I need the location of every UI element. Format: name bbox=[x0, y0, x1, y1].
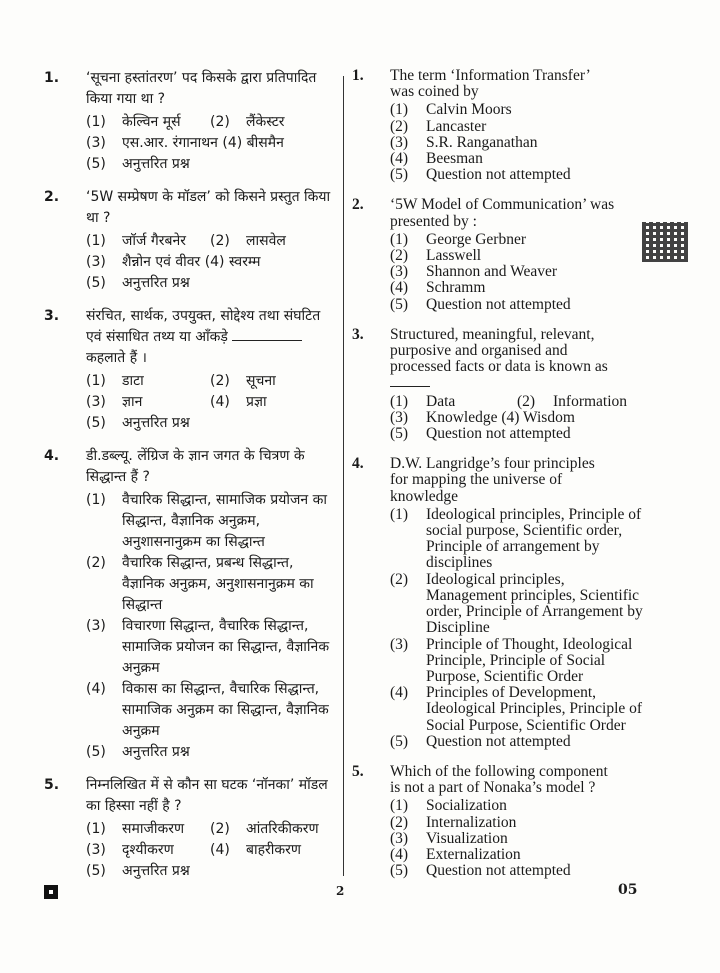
option-number: (5) bbox=[390, 295, 409, 313]
option-text: आंतरिकीकरण bbox=[246, 821, 319, 837]
option-text: समाजीकरण bbox=[122, 821, 185, 837]
option bbox=[390, 815, 516, 831]
option-row bbox=[86, 679, 334, 742]
option-number: (5) bbox=[390, 862, 409, 880]
option-row bbox=[390, 637, 644, 686]
option-number: (3) bbox=[86, 254, 106, 270]
option-text: अनुत्तरित प्रश्न bbox=[122, 415, 190, 431]
question-stem-text: Which of the following component bbox=[390, 762, 608, 780]
option bbox=[86, 392, 210, 413]
question-stem-line bbox=[390, 84, 644, 100]
option bbox=[390, 572, 644, 637]
option-number: (2) bbox=[390, 247, 409, 265]
option-number: (5) bbox=[86, 415, 106, 431]
option-text: Ideological principles, Principle of social purpose, Scientific order, Principle of arrangement by disciplines bbox=[426, 505, 642, 572]
option-row bbox=[390, 394, 644, 410]
option bbox=[390, 410, 575, 426]
question-stem-text: Structured, meaningful, relevant, bbox=[390, 325, 595, 343]
option-text: लैंकेस्टर bbox=[246, 114, 285, 130]
option-row bbox=[390, 280, 644, 296]
option-text: Externalization bbox=[426, 845, 521, 863]
option bbox=[210, 819, 334, 840]
option-row bbox=[86, 861, 334, 882]
question-stem-text: was coined by bbox=[390, 83, 479, 101]
option-number: (3) bbox=[86, 842, 106, 858]
option bbox=[86, 231, 210, 252]
option-row bbox=[86, 840, 334, 861]
question-stem-line bbox=[86, 306, 334, 327]
option-row bbox=[390, 863, 644, 879]
option bbox=[390, 734, 571, 750]
option bbox=[390, 280, 485, 296]
option bbox=[390, 151, 483, 167]
option-number: (5) bbox=[86, 275, 106, 291]
option bbox=[390, 426, 571, 442]
fill-blank bbox=[232, 340, 302, 341]
option bbox=[390, 135, 538, 151]
question-stem-text: purposive and organised and bbox=[390, 342, 568, 360]
option-text: अनुत्तरित प्रश्न bbox=[122, 744, 190, 760]
option-text: Internalization bbox=[426, 813, 517, 831]
question-stem-text: for mapping the universe of bbox=[390, 471, 563, 489]
option-number: (4) bbox=[210, 842, 230, 858]
option bbox=[210, 392, 334, 413]
question-number: 1. bbox=[352, 67, 364, 84]
question-1 bbox=[352, 68, 644, 183]
question-stem-text: किया गया था ? bbox=[86, 91, 166, 107]
option-row bbox=[390, 264, 644, 280]
option-text: सूचना bbox=[246, 373, 276, 389]
option-row bbox=[86, 133, 334, 154]
option-number: (5) bbox=[390, 425, 409, 443]
option-row bbox=[86, 231, 334, 252]
option-number: (5) bbox=[390, 732, 409, 750]
page-number: 2 bbox=[336, 884, 345, 898]
question-stem-text: ‘5W Model of Communication’ was bbox=[390, 196, 615, 214]
option-number: (1) bbox=[390, 797, 409, 815]
option-text: S.R. Ranganathan bbox=[426, 133, 538, 151]
question-stem-text: D.W. Langridge’s four principles bbox=[390, 455, 595, 473]
option-row bbox=[390, 798, 644, 814]
option bbox=[517, 394, 644, 410]
option-number: (1) bbox=[86, 233, 106, 249]
option bbox=[390, 102, 512, 118]
option bbox=[390, 685, 644, 734]
question-5 bbox=[352, 764, 644, 879]
option-row bbox=[390, 151, 644, 167]
option bbox=[210, 112, 334, 133]
option-number: (3) bbox=[390, 829, 409, 847]
option bbox=[390, 119, 486, 135]
english-column bbox=[352, 68, 644, 893]
option-number: (4) bbox=[210, 394, 230, 410]
option-number: (2) bbox=[210, 821, 230, 837]
option-row bbox=[390, 831, 644, 847]
option-number: (1) bbox=[390, 101, 409, 119]
option-row bbox=[86, 413, 334, 434]
option-row bbox=[390, 297, 644, 313]
question-stem-text: ‘सूचना हस्तांतरण’ पद किसके द्वारा प्रतिपादित bbox=[86, 70, 317, 86]
option-row bbox=[390, 135, 644, 151]
question-stem-line bbox=[390, 197, 644, 213]
option-text: ज्ञान bbox=[122, 394, 143, 410]
question-4 bbox=[44, 446, 334, 763]
option-number: (3) bbox=[86, 394, 106, 410]
option-text: विकास का सिद्धान्त, वैचारिक सिद्धान्त, सामाजिक अनुक्रम का सिद्धान्त, वैज्ञानिक अनुक्रम bbox=[122, 681, 329, 739]
option-row bbox=[390, 410, 644, 426]
question-3 bbox=[44, 306, 334, 434]
option-text: लासवेल bbox=[246, 233, 286, 249]
option-text: Schramm bbox=[426, 279, 486, 297]
option-text: Visualization bbox=[426, 829, 508, 847]
option-row bbox=[390, 847, 644, 863]
question-stem-text: सिद्धान्त हैं ? bbox=[86, 469, 150, 485]
question-number: 3. bbox=[44, 308, 60, 324]
option-text: George Gerbner bbox=[426, 230, 526, 248]
option-number: (2) bbox=[390, 813, 409, 831]
option-text: बाहरीकरण bbox=[246, 842, 302, 858]
question-5 bbox=[44, 775, 334, 882]
option-number: (5) bbox=[86, 156, 106, 172]
option-row bbox=[390, 507, 644, 572]
option-text: Beesman bbox=[426, 150, 483, 168]
option bbox=[390, 637, 644, 686]
option-row bbox=[86, 392, 334, 413]
option bbox=[390, 297, 571, 313]
option-number: (2) bbox=[210, 233, 230, 249]
option-row bbox=[86, 742, 334, 763]
question-number: 3. bbox=[352, 325, 364, 343]
option-text: Principles of Development, Ideological Principles, Principle of Social Purpose, Scientific Order bbox=[426, 684, 643, 734]
option-number: (5) bbox=[86, 863, 106, 879]
option-text: Lancaster bbox=[426, 117, 487, 135]
option-text: Principle of Thought, Ideological Principle, Principle of Social Purpose, Scientific Order bbox=[426, 635, 633, 685]
question-stem-line bbox=[390, 343, 644, 359]
option bbox=[390, 248, 481, 264]
option bbox=[390, 798, 507, 814]
option bbox=[390, 847, 521, 863]
option bbox=[86, 112, 210, 133]
question-stem-text: is not a part of Nonaka’s model ? bbox=[390, 779, 596, 797]
question-stem-line bbox=[390, 780, 644, 796]
option-text: Shannon and Weaver bbox=[426, 263, 558, 281]
question-stem-text: कहलाते हैं । bbox=[86, 350, 147, 366]
question-stem-text: presented by : bbox=[390, 212, 477, 230]
question-stem-text: ‘5W सम्प्रेषण के मॉडल’ को किसने प्रस्तुत किया bbox=[86, 189, 331, 205]
option-text: प्रज्ञा bbox=[246, 394, 267, 410]
option-number: (3) bbox=[390, 263, 409, 281]
fill-blank bbox=[390, 375, 644, 391]
question-stem-text: knowledge bbox=[390, 487, 459, 505]
hindi-column bbox=[44, 68, 334, 894]
option bbox=[390, 232, 526, 248]
option-row bbox=[390, 167, 644, 183]
question-stem-line bbox=[390, 456, 644, 472]
question-stem-text: निम्नलिखित में से कौन सा घटक ‘नॉनका’ मॉडल bbox=[86, 777, 328, 793]
option-row bbox=[86, 154, 334, 175]
option-row bbox=[390, 426, 644, 442]
option-text: एस.आर. रंगानाथन (4) बीसमैन bbox=[122, 135, 284, 151]
option bbox=[390, 167, 571, 183]
question-stem-line bbox=[390, 214, 644, 230]
option-row bbox=[86, 819, 334, 840]
option bbox=[86, 273, 190, 294]
question-stem-line bbox=[86, 467, 334, 488]
option bbox=[390, 507, 644, 572]
option bbox=[86, 133, 284, 154]
option-number: (3) bbox=[390, 635, 409, 653]
question-stem-line bbox=[86, 327, 334, 348]
question-stem-line bbox=[390, 359, 644, 375]
option-row bbox=[86, 553, 334, 616]
question-2 bbox=[352, 197, 644, 312]
option-row bbox=[390, 734, 644, 750]
option-row bbox=[390, 815, 644, 831]
option bbox=[86, 819, 210, 840]
option bbox=[86, 413, 190, 434]
question-3 bbox=[352, 327, 644, 442]
question-number: 5. bbox=[44, 777, 60, 793]
option-number: (1) bbox=[86, 373, 106, 389]
option-text: Calvin Moors bbox=[426, 101, 512, 119]
question-stem-text: का हिस्सा नहीं है ? bbox=[86, 798, 182, 814]
question-number: 5. bbox=[352, 762, 364, 780]
question-4 bbox=[352, 456, 644, 750]
question-stem-line bbox=[86, 89, 334, 110]
option-text: विचारणा सिद्धान्त, वैचारिक सिद्धान्त, सामाजिक प्रयोजन का सिद्धान्त, वैज्ञानिक अनुक्रम bbox=[122, 618, 330, 676]
question-number: 2. bbox=[352, 196, 364, 214]
option-number: (1) bbox=[86, 492, 106, 508]
option-number: (1) bbox=[86, 114, 106, 130]
question-stem-line bbox=[390, 489, 644, 505]
question-stem-text: डी.डब्ल्यू. लेंग्रिज के ज्ञान जगत के चित्रण के bbox=[86, 448, 305, 464]
option-number: (5) bbox=[86, 744, 106, 760]
option-row bbox=[390, 102, 644, 118]
option bbox=[86, 252, 261, 273]
option-number: (1) bbox=[86, 821, 106, 837]
booklet-code: 05 bbox=[618, 882, 638, 898]
question-stem-text: एवं संसाधित तथ्य या आँकड़े bbox=[86, 329, 228, 345]
option bbox=[86, 679, 334, 742]
option-number: (1) bbox=[390, 505, 409, 523]
option bbox=[390, 264, 557, 280]
option-row bbox=[86, 371, 334, 392]
option-text: अनुत्तरित प्रश्न bbox=[122, 275, 190, 291]
question-stem-line bbox=[86, 187, 334, 208]
option-text: Question not attempted bbox=[426, 295, 571, 313]
option-number: (3) bbox=[86, 618, 106, 634]
question-stem-text: processed facts or data is known as bbox=[390, 358, 608, 376]
option bbox=[210, 371, 334, 392]
option-number: (2) bbox=[390, 570, 409, 588]
option-text: Question not attempted bbox=[426, 862, 571, 880]
question-stem-line bbox=[390, 764, 644, 780]
option-text: जॉर्ज गैरबनेर bbox=[122, 233, 186, 249]
registration-mark-icon bbox=[44, 885, 58, 899]
option-text: Question not attempted bbox=[426, 732, 571, 750]
option-text: Knowledge (4) Wisdom bbox=[426, 408, 575, 426]
option bbox=[86, 371, 210, 392]
option-number: (2) bbox=[210, 373, 230, 389]
qr-code bbox=[642, 222, 688, 262]
question-stem-text: The term ‘Information Transfer’ bbox=[390, 67, 591, 84]
option-number: (1) bbox=[390, 392, 409, 410]
option-text: Lasswell bbox=[426, 247, 482, 265]
option-number: (2) bbox=[86, 555, 106, 571]
option-text: अनुत्तरित प्रश्न bbox=[122, 863, 190, 879]
question-2 bbox=[44, 187, 334, 294]
question-stem-line bbox=[390, 68, 644, 84]
option-text: केल्विन मूर्स bbox=[122, 114, 181, 130]
option-text: Question not attempted bbox=[426, 166, 571, 184]
option-number: (4) bbox=[86, 681, 106, 697]
option bbox=[86, 840, 210, 861]
option-number: (4) bbox=[390, 150, 409, 168]
option bbox=[390, 394, 517, 410]
option-text: वैचारिक सिद्धान्त, सामाजिक प्रयोजन का सिद्धान्त, वैज्ञानिक अनुक्रम, अनुशासनानुक्रम का सिद्धान्त bbox=[122, 492, 327, 550]
option-row bbox=[86, 616, 334, 679]
option-row bbox=[86, 252, 334, 273]
question-stem-line bbox=[86, 68, 334, 89]
option-row bbox=[390, 119, 644, 135]
question-stem-line bbox=[86, 348, 334, 369]
question-stem-line bbox=[390, 327, 644, 343]
option bbox=[86, 742, 190, 763]
option-row bbox=[390, 572, 644, 637]
option-number: (2) bbox=[210, 114, 230, 130]
option-number: (4) bbox=[390, 279, 409, 297]
option-row bbox=[86, 490, 334, 553]
option-number: (5) bbox=[390, 166, 409, 184]
option bbox=[86, 861, 190, 882]
column-divider bbox=[343, 76, 344, 876]
option-number: (3) bbox=[86, 135, 106, 151]
question-number: 2. bbox=[44, 189, 60, 205]
option-text: दृश्यीकरण bbox=[122, 842, 174, 858]
question-stem-line bbox=[390, 472, 644, 488]
question-stem-line bbox=[86, 796, 334, 817]
option-number: (3) bbox=[390, 133, 409, 151]
option-row bbox=[390, 232, 644, 248]
option-number: (1) bbox=[390, 230, 409, 248]
option-number: (2) bbox=[517, 392, 536, 410]
option-number: (4) bbox=[390, 845, 409, 863]
question-number: 4. bbox=[44, 448, 60, 464]
option bbox=[390, 863, 571, 879]
question-stem-line bbox=[86, 208, 334, 229]
option-row bbox=[390, 685, 644, 734]
option-text: Ideological principles, Management principles, Scientific order, Principle of Arrangement by Discipline bbox=[426, 570, 643, 637]
option-number: (2) bbox=[390, 117, 409, 135]
option-row bbox=[86, 273, 334, 294]
option-text: Question not attempted bbox=[426, 425, 571, 443]
option-text: डाटा bbox=[122, 373, 144, 389]
question-stem-text: संरचित, सार्थक, उपयुक्त, सोद्देश्य तथा संघटित bbox=[86, 308, 321, 324]
option-number: (3) bbox=[390, 408, 409, 426]
option bbox=[86, 553, 334, 616]
option bbox=[210, 231, 334, 252]
option-text: Socialization bbox=[426, 797, 507, 815]
question-number: 4. bbox=[352, 455, 364, 473]
question-stem-line bbox=[86, 446, 334, 467]
question-stem-text: था ? bbox=[86, 210, 111, 226]
option-number: (4) bbox=[390, 684, 409, 702]
question-1 bbox=[44, 68, 334, 175]
option bbox=[390, 831, 508, 847]
question-number: 1. bbox=[44, 70, 60, 86]
option bbox=[86, 616, 334, 679]
option bbox=[86, 154, 190, 175]
option-text: वैचारिक सिद्धान्त, प्रबन्ध सिद्धान्त, वैज्ञानिक अनुक्रम, अनुशासनानुक्रम का सिद्धान्त bbox=[122, 555, 314, 613]
option bbox=[210, 840, 334, 861]
option-row bbox=[86, 112, 334, 133]
option-text: शैन्नोन एवं वीवर (4) स्वरम्म bbox=[122, 254, 261, 270]
option-text: Information bbox=[553, 392, 628, 410]
question-stem-line bbox=[86, 775, 334, 796]
option-row bbox=[390, 248, 644, 264]
option-text: Data bbox=[426, 392, 456, 410]
option bbox=[86, 490, 334, 553]
option-text: अनुत्तरित प्रश्न bbox=[122, 156, 190, 172]
